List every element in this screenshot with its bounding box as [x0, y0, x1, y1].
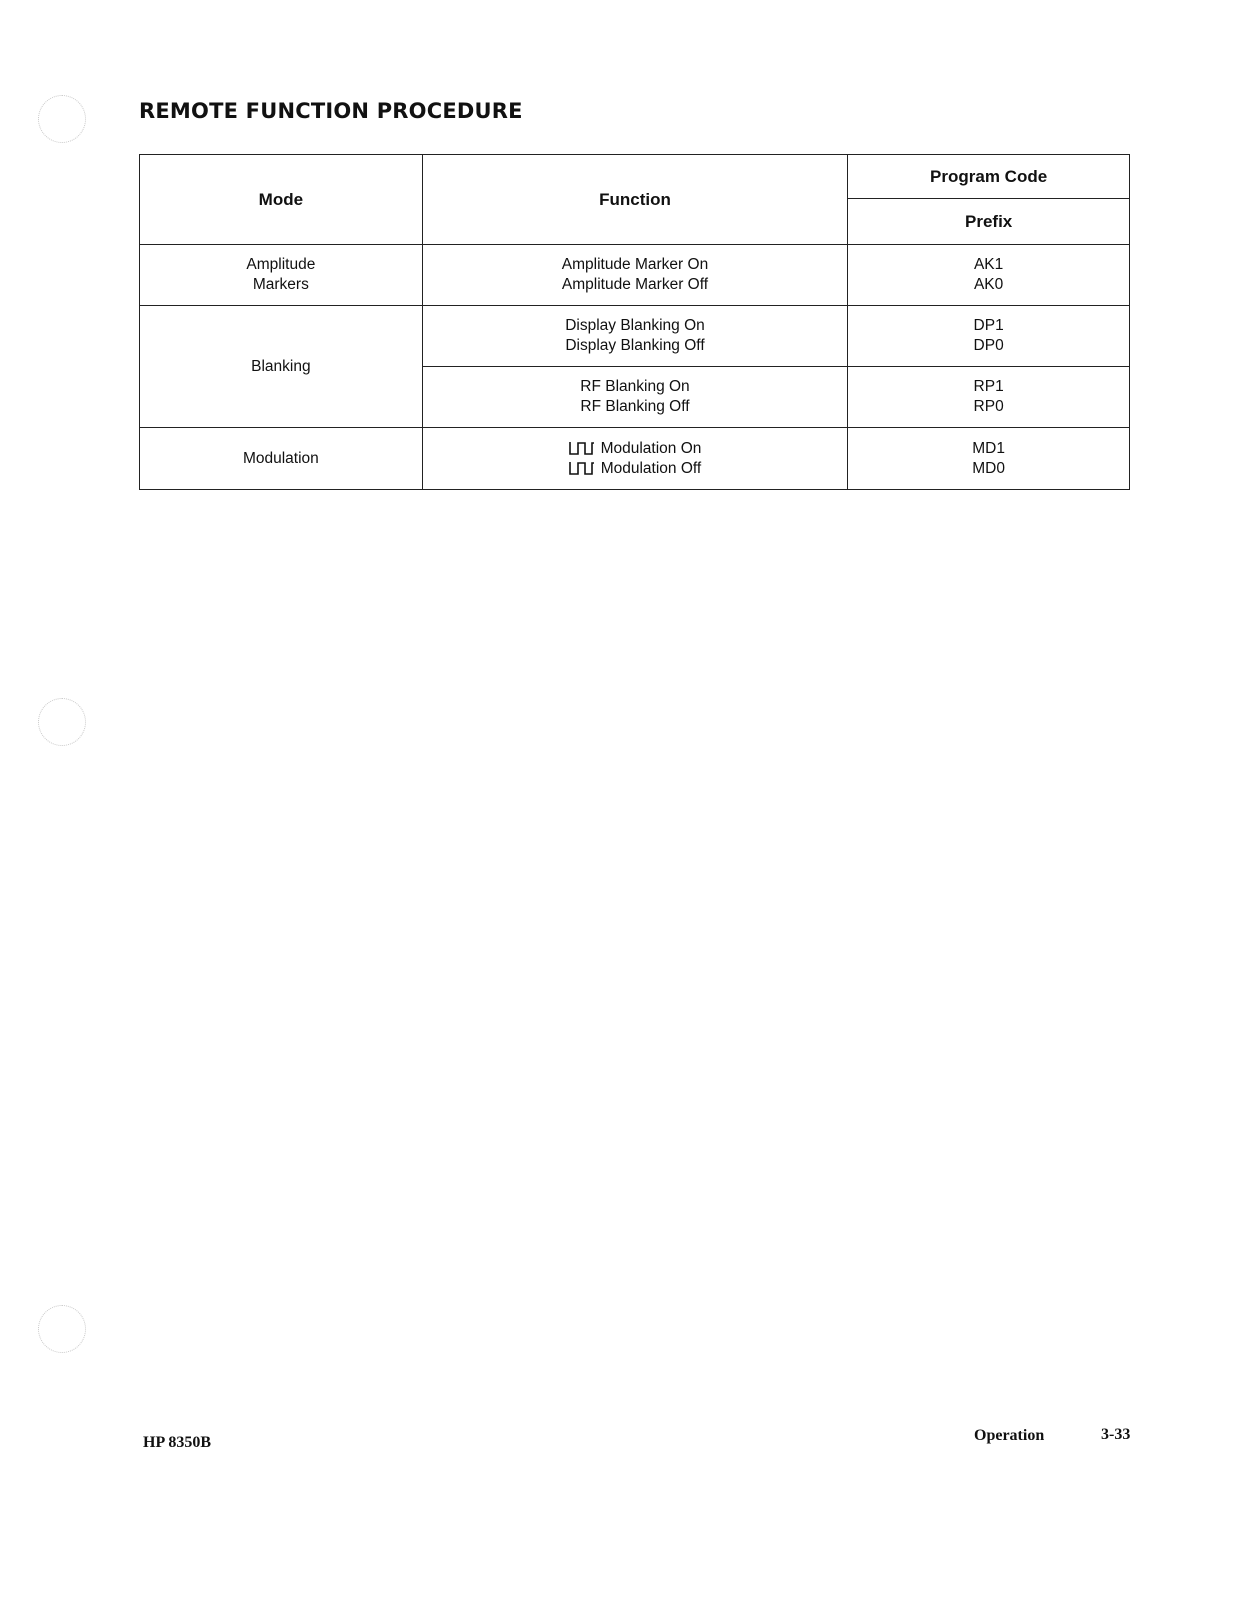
header-program-code: Program Code — [848, 155, 1130, 199]
code-text: AK0 — [973, 276, 1004, 293]
mode-text: Markers — [252, 276, 309, 293]
mode-text: Modulation — [242, 449, 319, 467]
punch-hole-middle — [38, 698, 86, 746]
function-cell — [422, 367, 848, 428]
code-text: RP1 — [973, 378, 1004, 395]
function-cell — [422, 428, 848, 490]
program-code-table — [139, 154, 1130, 490]
function-text: Amplitude Marker Off — [561, 276, 709, 293]
pulse-waveform-icon — [569, 461, 595, 475]
header-function: Function — [422, 155, 848, 245]
mode-cell — [140, 428, 423, 490]
function-text: RF Blanking Off — [580, 398, 690, 415]
code-cell — [848, 306, 1130, 367]
function-text: Amplitude Marker On — [561, 256, 709, 273]
code-text: DP1 — [973, 317, 1004, 334]
punch-hole-bottom — [38, 1305, 86, 1353]
mode-text: Blanking — [251, 357, 311, 375]
code-text: RP0 — [973, 398, 1004, 415]
code-text: DP0 — [973, 337, 1004, 354]
code-text: AK1 — [973, 256, 1004, 273]
mode-cell — [140, 306, 423, 428]
code-cell — [848, 428, 1130, 490]
function-text: Display Blanking Off — [565, 337, 705, 354]
mode-text: Amplitude — [246, 256, 316, 273]
function-line — [423, 459, 848, 479]
code-cell — [848, 245, 1130, 306]
footer-section: Operation — [974, 1427, 1045, 1444]
footer-page-number: 3-33 — [1101, 1426, 1131, 1443]
function-text: Modulation On — [600, 439, 702, 457]
header-mode: Mode — [140, 155, 423, 245]
function-text: Display Blanking On — [565, 317, 705, 334]
table-row — [140, 306, 1130, 367]
punch-hole-top — [38, 95, 86, 143]
code-text: MD1 — [972, 439, 1005, 457]
table-row — [140, 245, 1130, 306]
code-cell — [848, 367, 1130, 428]
page-title: REMOTE FUNCTION PROCEDURE — [139, 99, 523, 123]
function-cell — [422, 245, 848, 306]
mode-cell — [140, 245, 423, 306]
function-cell — [422, 306, 848, 367]
table-row — [140, 428, 1130, 490]
function-text: Modulation Off — [600, 459, 702, 477]
function-line — [423, 439, 848, 459]
header-prefix: Prefix — [848, 199, 1130, 245]
footer-model: HP 8350B — [143, 1434, 212, 1451]
function-text: RF Blanking On — [580, 378, 690, 395]
pulse-waveform-icon — [569, 441, 595, 455]
code-text: MD0 — [972, 459, 1005, 477]
